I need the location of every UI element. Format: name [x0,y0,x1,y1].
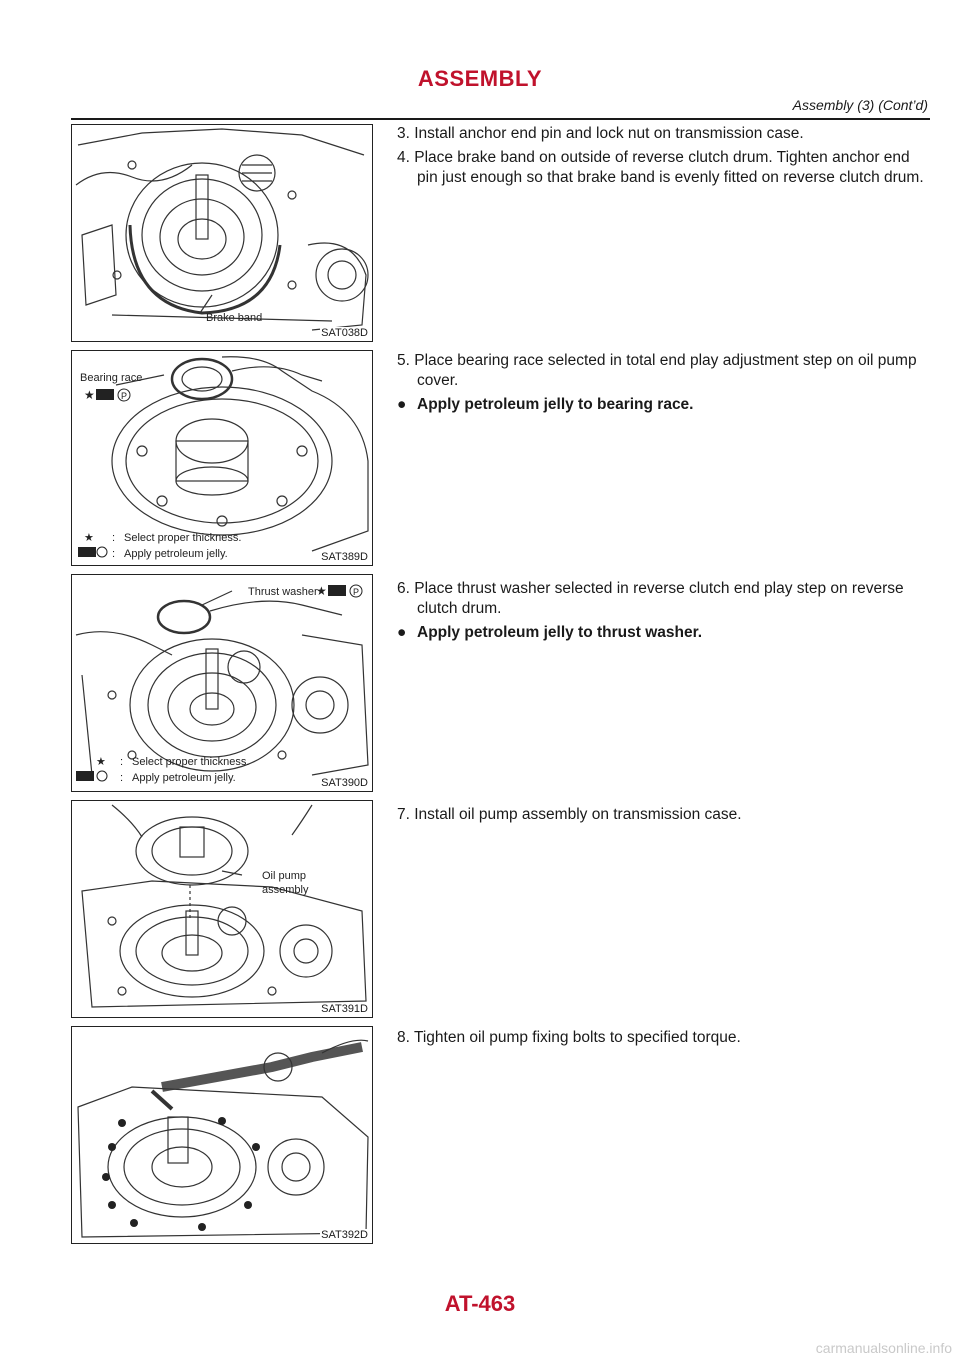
watermark: carmanualsonline.info [815,1340,952,1356]
legend-apply-jelly: Apply petroleum jelly. [124,548,228,560]
star-icon: ★ [84,388,95,402]
figure-oil-pump-assembly [71,800,373,1018]
legend-apply-jelly: Apply petroleum jelly. [132,772,236,784]
legend-star-icon: ★ [96,756,106,768]
step-6-note-text: Apply petroleum jelly to thrust washer. [417,624,703,641]
legend-p-icon [97,547,107,557]
legend-colon: : [120,756,124,768]
step-4: 4. Place brake band on outside of reverse clutch drum. Tighten anchor end pin just enough so that brake band is evenly fitted on reverse clutch drum. [397,149,924,186]
figure-bearing-race [71,350,373,566]
step-7: 7. Install oil pump assembly on transmission case. [397,806,742,823]
legend-p-icon [97,771,107,781]
oil-pump-illustration [72,801,372,1017]
bullet-icon: ● [397,624,407,641]
figure-code: SAT391D [321,1003,368,1015]
step-5-note-text: Apply petroleum jelly to bearing race. [417,396,694,413]
section-subtitle: Assembly (3) (Cont’d) [792,97,928,113]
torque-wrench-illustration [72,1027,372,1243]
star-icon: ★ [316,584,327,598]
step-5-note [397,395,927,415]
step-6-note [397,623,927,643]
step-8: 8. Tighten oil pump fixing bolts to specified torque. [397,1029,741,1046]
step-group-3 [397,579,927,643]
figure-code: SAT038D [321,327,368,339]
figure-code: SAT389D [321,551,368,563]
step-3: 3. Install anchor end pin and lock nut on transmission case. [397,125,804,142]
step-group-1 [397,124,927,192]
legend-star-icon: ★ [84,532,94,544]
legend-colon: : [112,548,116,560]
thrust-washer-illustration [72,575,372,791]
page-number: AT-463 [444,1291,516,1316]
step-group-2 [397,351,927,415]
header-rule [71,118,930,120]
section-title: ASSEMBLY [417,66,543,91]
bullet-icon: ● [397,396,407,413]
callout-oil-pump: Oil pump [262,870,307,882]
legend-petroleum-icon [76,771,94,781]
callout-brake-band: Brake band [206,312,263,324]
brake-band-illustration [72,125,372,341]
svg-text:P: P [353,587,360,597]
petroleum-jelly-icon [96,389,114,400]
figure-code: SAT390D [321,777,368,789]
figure-thrust-washer [71,574,373,792]
step-group-4 [397,805,927,829]
step-5: 5. Place bearing race selected in total end play adjustment step on oil pump cover. [397,352,917,389]
svg-text:P: P [121,391,128,401]
callout-assembly: assembly [262,884,309,896]
petroleum-jelly-icon [328,585,346,596]
callout-bearing-race: Bearing race [80,372,143,384]
step-group-5 [397,1028,927,1052]
legend-colon: : [120,772,124,784]
legend-petroleum-icon [78,547,96,557]
legend-select-thickness: Select proper thickness. [124,532,242,544]
figure-tighten-bolts [71,1026,373,1244]
figure-code: SAT392D [321,1229,368,1241]
step-6: 6. Place thrust washer selected in reverse clutch end play step on reverse clutch drum. [397,580,904,617]
figure-brake-band [71,124,373,342]
bearing-race-illustration [72,351,372,565]
legend-select-thickness: Select proper thickness. [132,756,250,768]
legend-colon: : [112,532,116,544]
callout-thrust-washer: Thrust washer [248,586,318,598]
